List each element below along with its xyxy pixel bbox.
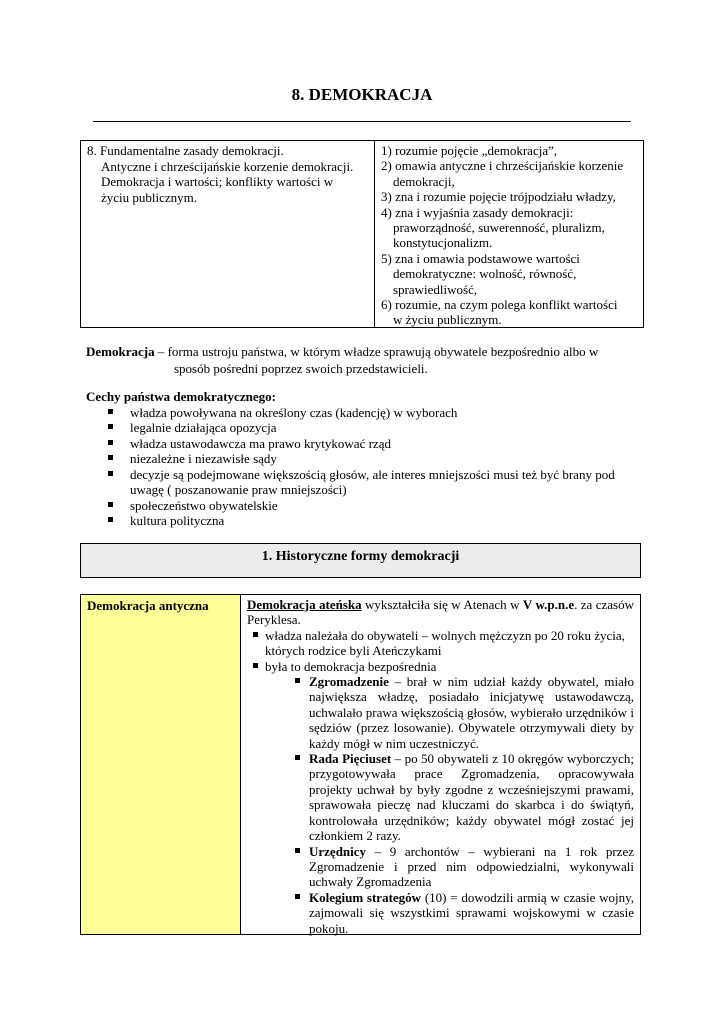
list-item [86, 467, 646, 498]
list-item [86, 420, 646, 436]
institution-text: – 9 archontów – wybierani na 1 rok przez Zgromadzenie i przed nim odpowiedzialni, wykonywali uchwały Zgromadzenia [309, 843, 634, 890]
outcome-line: w życiu publicznym. [393, 312, 502, 328]
list-item [86, 451, 646, 467]
list-item [265, 674, 634, 751]
institution-text: – brał w nim udział każdy obywatel, miało największa władzę, posiadało inicjatywę ustawodawczą, uchwalało prawa większością głosów, wybierało urzędników i sędziów (przez losowanie). Obywatele otrzymywali diety by każdy mógł w nim uczestniczyć. [309, 674, 634, 751]
outcome-line: demokratyczne: wolność, równość, [393, 266, 577, 282]
institution-text: – po 50 obywateli z 10 okręgów wyborczych; przygotowywała prace Zgromadzenia, opracowywała projekty uchwał by były zgodne z wcześniejszymi prawami, sprawowała pieczę nad kluczami do skarbca i do świątyń, kontrolowała urzędników; każdy obywatel mógł zostać jej członkiem 2 razy. [309, 751, 634, 844]
bullet-square-icon [295, 894, 300, 899]
intro-rest: . za czasów Peryklesa. [247, 597, 634, 628]
institution-name: Rada Pięciuset [309, 751, 392, 767]
intro-term: Demokracja ateńska [247, 597, 362, 612]
list-item [265, 844, 634, 890]
feature-text: władza ustawodawcza ma prawo krytykować rząd [130, 435, 391, 451]
objectives-topics-cell [81, 141, 375, 327]
point-text: władza należała do obywateli – wolnych mężczyzn po 20 roku życia, których rodzice byli Ateńczykami [265, 627, 625, 659]
definition-term: Demokracja [86, 344, 155, 359]
definition-paragraph [86, 343, 638, 377]
institution-name: Kolegium strategów [309, 889, 422, 905]
outcome-line: demokracji, [393, 173, 455, 189]
institution-name: Urzędnicy [309, 843, 367, 859]
bullet-square-icon [108, 455, 113, 460]
bullet-square-icon [108, 471, 113, 476]
bullet-square-icon [295, 678, 300, 683]
institution-text: (10) = dowodzili armią w czasie wojny, zajmowali się wszystkimi sprawami wojskowymi w czasie pokoju. [309, 889, 635, 936]
feature-text: kultura polityczna [130, 513, 225, 528]
outcome-line: 5) zna i omawia podstawowe wartości [381, 250, 580, 266]
list-item [86, 498, 646, 514]
objectives-outcomes-cell [375, 141, 643, 327]
list-item [86, 405, 646, 421]
feature-text: społeczeństwo obywatelskie [130, 497, 278, 513]
bullet-square-icon [253, 663, 258, 668]
outcome-line: praworządność, suwerenność, pluralizm, [393, 220, 605, 236]
bullet-square-icon [108, 409, 113, 414]
intro-text: wykształciła się w Atenach w [361, 597, 523, 612]
antiquity-points-list [247, 628, 634, 936]
antiquity-content-cell [241, 595, 640, 934]
outcome-line: 4) zna i wyjaśnia zasady demokracji: [381, 204, 574, 220]
bullet-square-icon [295, 848, 300, 853]
antiquity-intro [247, 597, 634, 628]
intro-era: V w.p.n.e [522, 597, 575, 612]
bullet-square-icon [108, 517, 113, 522]
outcome-line: 1) rozumie pojęcie „demokracja”, [381, 143, 558, 158]
institutions-list [265, 674, 634, 936]
outcome-line: 3) zna i rozumie pojęcie trójpodziału władzy, [381, 189, 616, 205]
outcome-line: konstytucjonalizm. [393, 235, 493, 251]
features-heading: Cechy państwa demokratycznego: [86, 389, 276, 404]
section-header-box [80, 543, 641, 578]
topic-line: życiu publicznym. [101, 189, 198, 205]
objectives-table [80, 140, 644, 328]
page-title: 8. DEMOKRACJA [291, 85, 433, 104]
features-list [86, 405, 646, 529]
list-item [265, 890, 634, 936]
bullet-square-icon [108, 424, 113, 429]
topic-line: 8. Fundamentalne zasady demokracji. [87, 143, 284, 158]
bullet-square-icon [108, 440, 113, 445]
topic-line: Demokracja i wartości; konflikty wartości w [101, 174, 334, 189]
list-item [265, 751, 634, 843]
section-title: 1. Historyczne formy demokracji [261, 549, 460, 564]
list-item [247, 628, 634, 659]
list-item [86, 436, 646, 452]
list-item [86, 513, 646, 529]
list-item [247, 659, 634, 936]
antiquity-table [80, 594, 641, 935]
definition-continuation: sposób pośredni poprzez swoich przedstawicieli. [174, 361, 428, 376]
feature-text: legalnie działająca opozycja [130, 420, 277, 435]
features-section [86, 389, 646, 529]
feature-text: decyzje są podejmowane większością głosów, ale interes mniejszości musi też być brany pod uwagę ( poszanowanie praw mniejszości) [130, 466, 615, 497]
title-underline [93, 121, 631, 122]
definition-text: – forma ustroju państwa, w którym władze sprawują obywatele bezpośrednio albo w [154, 344, 599, 359]
bullet-square-icon [295, 755, 300, 760]
outcome-line: 6) rozumie, na czym polega konflikt wartości [381, 297, 618, 313]
bullet-square-icon [253, 632, 258, 637]
feature-text: władza powoływana na określony czas (kadencję) w wyborach [130, 404, 458, 420]
institution-name: Zgromadzenie [309, 674, 389, 690]
outcome-line: 2) omawia antyczne i chrześcijańskie korzenie [381, 158, 624, 174]
outcome-line: sprawiedliwość, [393, 281, 478, 297]
topic-line: Antyczne i chrześcijańskie korzenie demokracji. [101, 158, 354, 174]
feature-text: niezależne i niezawisłe sądy [130, 451, 277, 466]
antiquity-label-cell [81, 595, 241, 934]
point-text: była to demokracja bezpośrednia [265, 658, 437, 674]
antiquity-label: Demokracja antyczna [87, 598, 209, 613]
bullet-square-icon [108, 502, 113, 507]
